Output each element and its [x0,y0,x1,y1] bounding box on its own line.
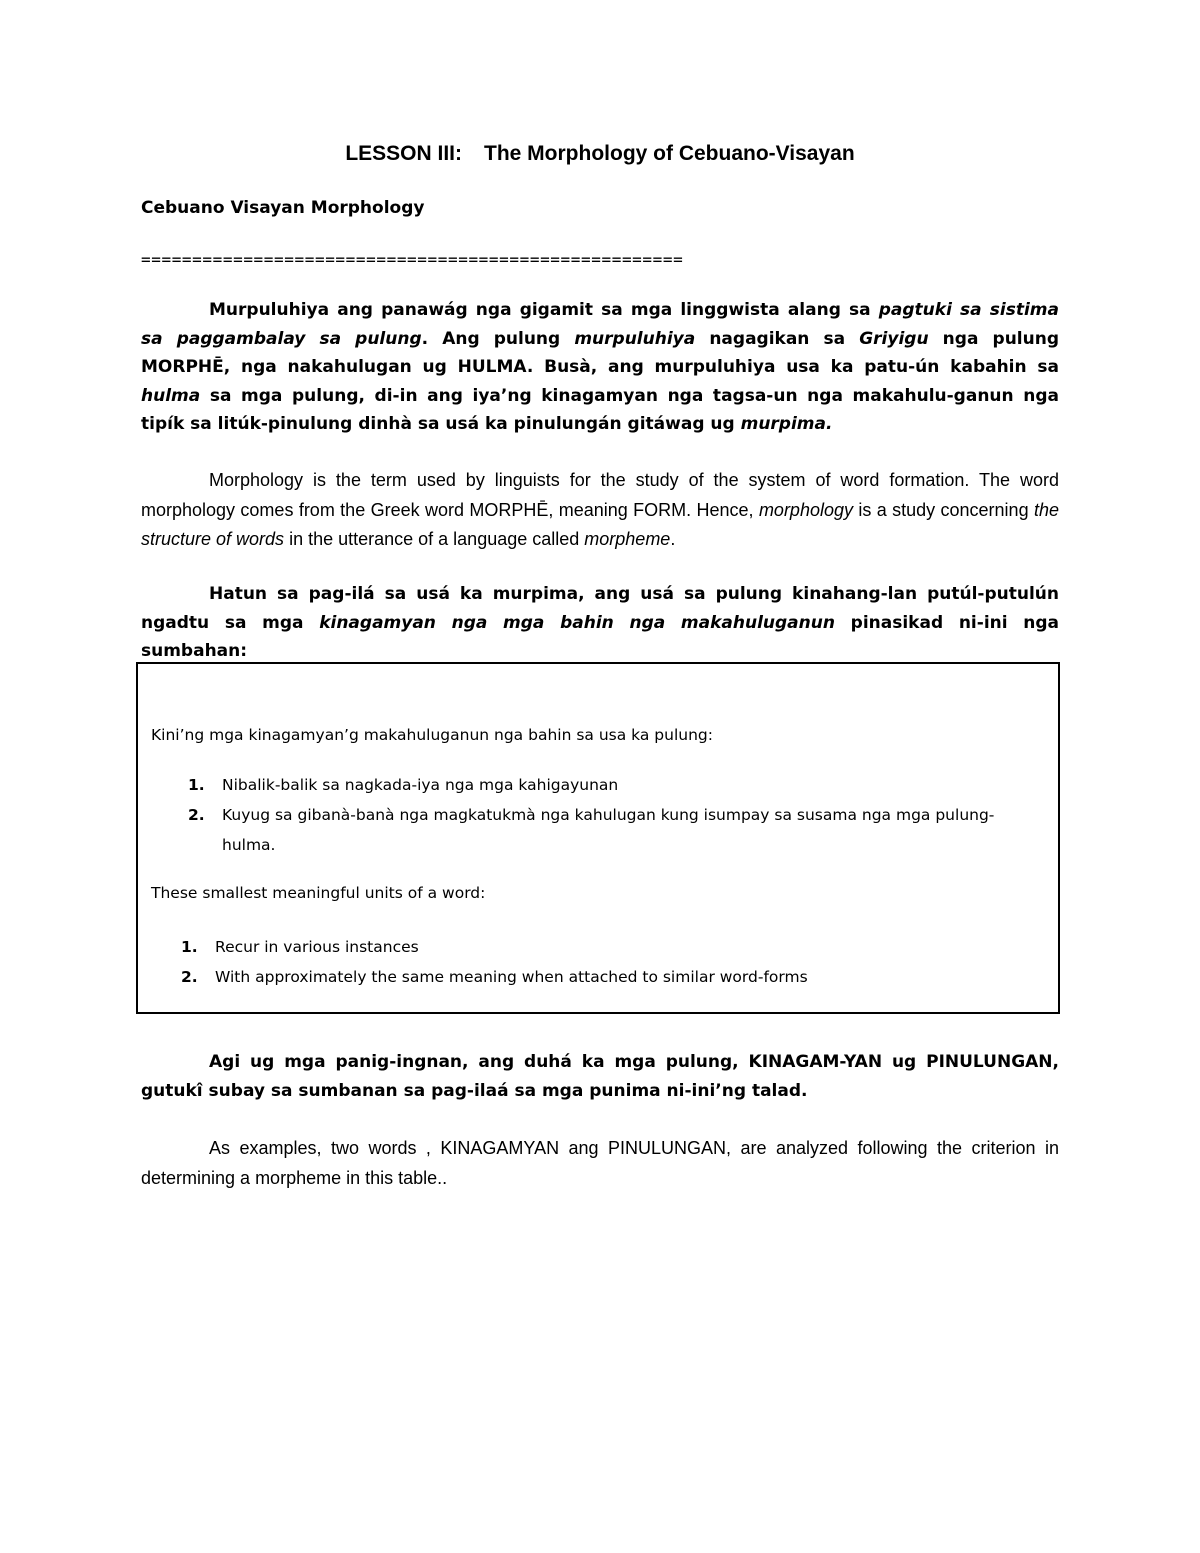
italic-run: hulma [141,385,201,406]
list-item [188,770,1022,800]
list-item [181,932,1015,962]
text-run: Hatun sa pag-ilá sa usá ka murpima, ang usá sa pulung kinahang-lan putúl-putulún ngadtu sa mga [141,584,1059,633]
lesson-title: The Morphology of Cebuano-Visayan [484,142,855,165]
text-run: pinasikad ni-ini nga sumbahan: [141,612,1060,661]
paragraph-visayan-definition [141,296,1059,439]
criteria-list-english [181,932,1015,992]
italic-run: pagtuki sa sistima sa paggambalay sa pulung [141,300,1059,349]
list-item-text: Recur in various instances [215,938,419,956]
paragraph-visayan-criteria [141,580,1059,666]
list-item-text: With approximately the same meaning when attached to similar word-forms [215,968,808,986]
text-run: . [670,529,676,549]
italic-run: morpheme [584,529,671,549]
section-subtitle: Cebuano Visayan Morphology [141,198,425,218]
text-run: nagagikan sa [695,328,860,349]
criteria-list-visayan [188,770,1022,860]
list-item-text: Nibalik-balik sa nagkada-iya nga mga kahigayunan [222,776,619,794]
italic-run: the structure of words [141,499,1059,549]
criteria-box [136,662,1060,1014]
italic-run: murpima. [740,414,833,434]
italic-run: murpuluhiya [574,328,696,349]
list-number: 1. [188,776,205,794]
list-number: 1. [181,938,198,956]
lesson-number: LESSON III: [345,142,463,165]
list-item [188,800,1022,860]
list-item-text: Kuyug sa gibanà-banà nga magkatukmà nga kahulugan kung isumpay sa susama nga mga pulung-hulma. [222,806,995,854]
paragraph-english-definition [141,466,1059,555]
text-run: nga pulung MORPHĒ, nga nakahulugan ug HULMA. Busà, ang murpuluhiya usa ka patu-ún kabahin sa [141,328,1060,377]
list-number: 2. [181,968,198,986]
list-item [181,962,1015,992]
italic-run: morphology [758,499,853,520]
text-run: is a study concerning [853,499,1034,520]
italic-run: Griyigu [859,328,929,349]
box-intro-visayan: Kini’ng mga kinagamyan’g makahuluganun nga bahin sa usa ka pulung: [151,726,713,744]
paragraph-visayan-examples: Agi ug mga panig-ingnan, ang duhá ka mga pulung, KINAGAM-YAN ug PINULUNGAN, gutukî subay sa sumbanan sa pag-ilaá sa mga punima ni-ini’ng talad. [141,1052,1059,1101]
text-run: Murpuluhiya ang panawág nga gigamit sa mga linggwista alang sa [209,300,879,320]
italic-run: kinagamyan nga mga bahin nga makahuluganun [319,612,835,633]
paragraph-english-examples: As examples, two words , KINAGAMYAN ang PINULUNGAN, are analyzed following the criterion in determining a morpheme in this table.. [141,1138,1059,1188]
text-run: in the utterance of a language called [284,529,585,549]
text-run: sa mga pulung, di-in ang iya’ng kinagamyan nga tagsa-un nga makahulu-ganun nga tipík sa litúk-pinulung dinhà sa usá ka pinulungán gitáwag ug [141,385,1059,434]
divider-line: ===================================================== [141,250,684,269]
text-run: . Ang pulung [421,328,575,349]
list-number: 2. [188,806,205,824]
box-intro-english: These smallest meaningful units of a word: [151,884,486,902]
text-run: Morphology is the term used by linguists for the study of the system of word formation. The word morphology comes from the Greek word MORPHĒ, meaning FORM. Hence, [141,470,1059,520]
page-title [0,142,1200,166]
